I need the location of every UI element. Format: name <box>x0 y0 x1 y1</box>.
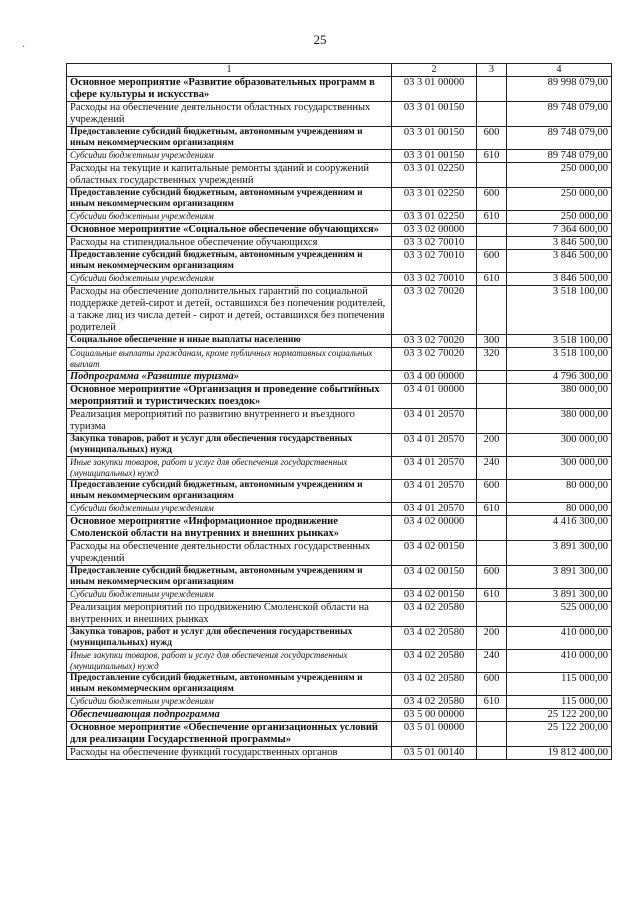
row-name-cell: Расходы на обеспечение деятельности областных государственных учреждений <box>67 102 392 127</box>
table-row <box>67 211 612 224</box>
row-sum-cell: 3 846 500,00 <box>507 237 612 250</box>
row-name-cell: Основное мероприятие «Социальное обеспечение обучающихся» <box>67 224 392 237</box>
row-name-cell: Подпрограмма «Развитие туризма» <box>67 371 392 384</box>
row-sum-cell: 89 748 079,00 <box>507 127 612 150</box>
row-sum-cell: 115 000,00 <box>507 673 612 696</box>
table-row <box>67 673 612 696</box>
row-code-cell: 03 4 02 20580 <box>392 673 477 696</box>
row-code-cell: 03 4 01 20570 <box>392 457 477 480</box>
table-row <box>67 589 612 602</box>
row-type-cell: 600 <box>477 673 507 696</box>
row-name-cell: Расходы на стипендиальное обеспечение обучающихся <box>67 237 392 250</box>
table-row <box>67 250 612 273</box>
row-type-cell: 600 <box>477 250 507 273</box>
table-row <box>67 237 612 250</box>
row-sum-cell: 4 416 300,00 <box>507 516 612 541</box>
row-name-cell: Расходы на обеспечение дополнительных гарантий по социальной поддержке детей-сирот и детей, оставшихся без попечения родителей, а также лиц из числа детей - сирот и детей, оставшихся без попечения родителей <box>67 286 392 335</box>
row-code-cell: 03 3 01 00150 <box>392 150 477 163</box>
row-name-cell: Субсидии бюджетным учреждениям <box>67 150 392 163</box>
table-row <box>67 541 612 566</box>
row-name-cell: Основное мероприятие «Обеспечение организационных условий для реализации Государственной программы» <box>67 722 392 747</box>
header-col-3: 3 <box>477 64 507 77</box>
row-type-cell: 200 <box>477 627 507 650</box>
row-sum-cell: 410 000,00 <box>507 650 612 673</box>
table-row <box>67 127 612 150</box>
row-name-cell: Предоставление субсидий бюджетным, автономным учреждениям и иным некоммерческим организациям <box>67 480 392 503</box>
table-header-row <box>67 64 612 77</box>
budget-table <box>66 63 612 760</box>
row-code-cell: 03 5 01 00000 <box>392 722 477 747</box>
row-sum-cell: 3 846 500,00 <box>507 273 612 286</box>
table-row <box>67 286 612 335</box>
row-name-cell: Иные закупки товаров, работ и услуг для обеспечения государственных (муниципальных) нужд <box>67 650 392 673</box>
row-code-cell: 03 4 02 20580 <box>392 627 477 650</box>
row-sum-cell: 410 000,00 <box>507 627 612 650</box>
table-row <box>67 566 612 589</box>
row-sum-cell: 3 891 300,00 <box>507 589 612 602</box>
row-type-cell: 610 <box>477 696 507 709</box>
row-code-cell: 03 3 02 00000 <box>392 224 477 237</box>
row-code-cell: 03 4 01 20570 <box>392 409 477 434</box>
row-sum-cell: 3 891 300,00 <box>507 566 612 589</box>
row-sum-cell: 89 748 079,00 <box>507 150 612 163</box>
row-name-cell: Субсидии бюджетным учреждениям <box>67 211 392 224</box>
row-name-cell: Основное мероприятие «Информационное продвижение Смоленской области на внутренних и внешних рынках» <box>67 516 392 541</box>
row-sum-cell: 7 364 600,00 <box>507 224 612 237</box>
row-name-cell: Основное мероприятие «Организация и проведение событийных мероприятий и туристических поездок» <box>67 384 392 409</box>
row-type-cell: 600 <box>477 566 507 589</box>
row-name-cell: Закупка товаров, работ и услуг для обеспечения государственных (муниципальных) нужд <box>67 434 392 457</box>
row-sum-cell: 3 518 100,00 <box>507 286 612 335</box>
row-name-cell: Субсидии бюджетным учреждениям <box>67 273 392 286</box>
row-code-cell: 03 5 01 00140 <box>392 747 477 760</box>
row-type-cell: 320 <box>477 348 507 371</box>
row-code-cell: 03 3 01 02250 <box>392 211 477 224</box>
row-code-cell: 03 3 01 02250 <box>392 188 477 211</box>
row-sum-cell: 300 000,00 <box>507 457 612 480</box>
table-row <box>67 602 612 627</box>
row-type-cell: 610 <box>477 589 507 602</box>
row-code-cell: 03 4 02 00150 <box>392 566 477 589</box>
row-sum-cell: 3 891 300,00 <box>507 541 612 566</box>
table-row <box>67 273 612 286</box>
row-type-cell <box>477 747 507 760</box>
row-name-cell: Реализация мероприятий по развитию внутреннего и въездного туризма <box>67 409 392 434</box>
row-code-cell: 03 4 01 00000 <box>392 384 477 409</box>
row-type-cell: 600 <box>477 480 507 503</box>
row-type-cell <box>477 384 507 409</box>
row-name-cell: Предоставление субсидий бюджетным, автономным учреждениям и иным некоммерческим организациям <box>67 673 392 696</box>
table-row <box>67 150 612 163</box>
row-code-cell: 03 3 01 02250 <box>392 163 477 188</box>
table-row <box>67 650 612 673</box>
row-name-cell: Расходы на текущие и капитальные ремонты зданий и сооружений областных государственных учреждений <box>67 163 392 188</box>
row-sum-cell: 115 000,00 <box>507 696 612 709</box>
row-name-cell: Реализация мероприятий по продвижению Смоленской области на внутренних и внешних рынках <box>67 602 392 627</box>
row-code-cell: 03 3 02 70010 <box>392 237 477 250</box>
table-row <box>67 516 612 541</box>
row-code-cell: 03 4 02 00150 <box>392 541 477 566</box>
row-type-cell <box>477 409 507 434</box>
table-row <box>67 434 612 457</box>
table-row <box>67 102 612 127</box>
row-type-cell: 240 <box>477 650 507 673</box>
row-code-cell: 03 3 01 00150 <box>392 127 477 150</box>
row-name-cell: Предоставление субсидий бюджетным, автономным учреждениям и иным некоммерческим организациям <box>67 127 392 150</box>
row-type-cell: 610 <box>477 503 507 516</box>
row-type-cell <box>477 224 507 237</box>
row-type-cell: 600 <box>477 127 507 150</box>
row-sum-cell: 250 000,00 <box>507 211 612 224</box>
table-row <box>67 696 612 709</box>
row-code-cell: 03 4 02 00150 <box>392 589 477 602</box>
table-row <box>67 722 612 747</box>
row-type-cell: 240 <box>477 457 507 480</box>
table-row <box>67 224 612 237</box>
row-code-cell: 03 4 02 20580 <box>392 696 477 709</box>
table-row <box>67 409 612 434</box>
row-sum-cell: 25 122 200,00 <box>507 709 612 722</box>
row-sum-cell: 380 000,00 <box>507 384 612 409</box>
table-body <box>67 77 612 760</box>
row-code-cell: 03 3 01 00150 <box>392 102 477 127</box>
row-name-cell: Обеспечивающая подпрограмма <box>67 709 392 722</box>
row-code-cell: 03 3 02 70020 <box>392 335 477 348</box>
table-row <box>67 335 612 348</box>
page-number: 25 <box>313 32 327 47</box>
row-code-cell: 03 4 01 20570 <box>392 434 477 457</box>
row-type-cell <box>477 371 507 384</box>
row-code-cell: 03 3 02 70020 <box>392 286 477 335</box>
row-sum-cell: 89 998 079,00 <box>507 77 612 102</box>
row-type-cell <box>477 516 507 541</box>
row-type-cell <box>477 237 507 250</box>
table-row <box>67 384 612 409</box>
table-row <box>67 188 612 211</box>
row-name-cell: Предоставление субсидий бюджетным, автономным учреждениям и иным некоммерческим организациям <box>67 188 392 211</box>
row-sum-cell: 25 122 200,00 <box>507 722 612 747</box>
row-type-cell <box>477 541 507 566</box>
row-sum-cell: 4 796 300,00 <box>507 371 612 384</box>
row-name-cell: Предоставление субсидий бюджетным, автономным учреждениям и иным некоммерческим организациям <box>67 566 392 589</box>
row-type-cell: 300 <box>477 335 507 348</box>
row-sum-cell: 250 000,00 <box>507 188 612 211</box>
header-col-4: 4 <box>507 64 612 77</box>
table-row <box>67 371 612 384</box>
row-type-cell: 600 <box>477 188 507 211</box>
row-type-cell <box>477 602 507 627</box>
row-sum-cell: 3 846 500,00 <box>507 250 612 273</box>
row-sum-cell: 80 000,00 <box>507 503 612 516</box>
row-sum-cell: 80 000,00 <box>507 480 612 503</box>
row-sum-cell: 525 000,00 <box>507 602 612 627</box>
row-sum-cell: 300 000,00 <box>507 434 612 457</box>
row-name-cell: Расходы на обеспечение функций государственных органов <box>67 747 392 760</box>
row-sum-cell: 380 000,00 <box>507 409 612 434</box>
header-col-1: 1 <box>67 64 392 77</box>
row-sum-cell: 3 518 100,00 <box>507 348 612 371</box>
row-name-cell: Расходы на обеспечение деятельности областных государственных учреждений <box>67 541 392 566</box>
row-type-cell <box>477 163 507 188</box>
row-code-cell: 03 3 02 70010 <box>392 250 477 273</box>
row-name-cell: Субсидии бюджетным учреждениям <box>67 503 392 516</box>
table-row <box>67 627 612 650</box>
row-type-cell: 610 <box>477 211 507 224</box>
table-row <box>67 163 612 188</box>
row-type-cell <box>477 102 507 127</box>
table-row <box>67 503 612 516</box>
row-code-cell: 03 3 02 70020 <box>392 348 477 371</box>
row-name-cell: Субсидии бюджетным учреждениям <box>67 696 392 709</box>
row-code-cell: 03 5 00 00000 <box>392 709 477 722</box>
row-name-cell: Социальное обеспечение и иные выплаты населению <box>67 335 392 348</box>
row-sum-cell: 19 812 400,00 <box>507 747 612 760</box>
header-col-2: 2 <box>392 64 477 77</box>
row-code-cell: 03 4 01 20570 <box>392 503 477 516</box>
row-sum-cell: 3 518 100,00 <box>507 335 612 348</box>
row-type-cell <box>477 722 507 747</box>
table-row <box>67 77 612 102</box>
row-name-cell: Иные закупки товаров, работ и услуг для обеспечения государственных (муниципальных) нужд <box>67 457 392 480</box>
row-type-cell <box>477 77 507 102</box>
row-code-cell: 03 4 02 20580 <box>392 602 477 627</box>
row-sum-cell: 250 000,00 <box>507 163 612 188</box>
table-row <box>67 457 612 480</box>
row-code-cell: 03 4 01 20570 <box>392 480 477 503</box>
table-row <box>67 709 612 722</box>
table-row <box>67 348 612 371</box>
row-code-cell: 03 4 02 20580 <box>392 650 477 673</box>
row-sum-cell: 89 748 079,00 <box>507 102 612 127</box>
row-type-cell <box>477 709 507 722</box>
margin-mark: · <box>22 42 26 53</box>
table-row <box>67 747 612 760</box>
row-type-cell <box>477 286 507 335</box>
row-code-cell: 03 4 00 00000 <box>392 371 477 384</box>
row-name-cell: Основное мероприятие «Развитие образовательных программ в сфере культуры и искусства» <box>67 77 392 102</box>
row-name-cell: Субсидии бюджетным учреждениям <box>67 589 392 602</box>
table-row <box>67 480 612 503</box>
row-type-cell: 610 <box>477 150 507 163</box>
row-type-cell: 610 <box>477 273 507 286</box>
row-type-cell: 200 <box>477 434 507 457</box>
row-code-cell: 03 4 02 00000 <box>392 516 477 541</box>
row-code-cell: 03 3 02 70010 <box>392 273 477 286</box>
row-code-cell: 03 3 01 00000 <box>392 77 477 102</box>
row-name-cell: Предоставление субсидий бюджетным, автономным учреждениям и иным некоммерческим организациям <box>67 250 392 273</box>
row-name-cell: Социальные выплаты гражданам, кроме публичных нормативных социальных выплат <box>67 348 392 371</box>
row-name-cell: Закупка товаров, работ и услуг для обеспечения государственных (муниципальных) нужд <box>67 627 392 650</box>
